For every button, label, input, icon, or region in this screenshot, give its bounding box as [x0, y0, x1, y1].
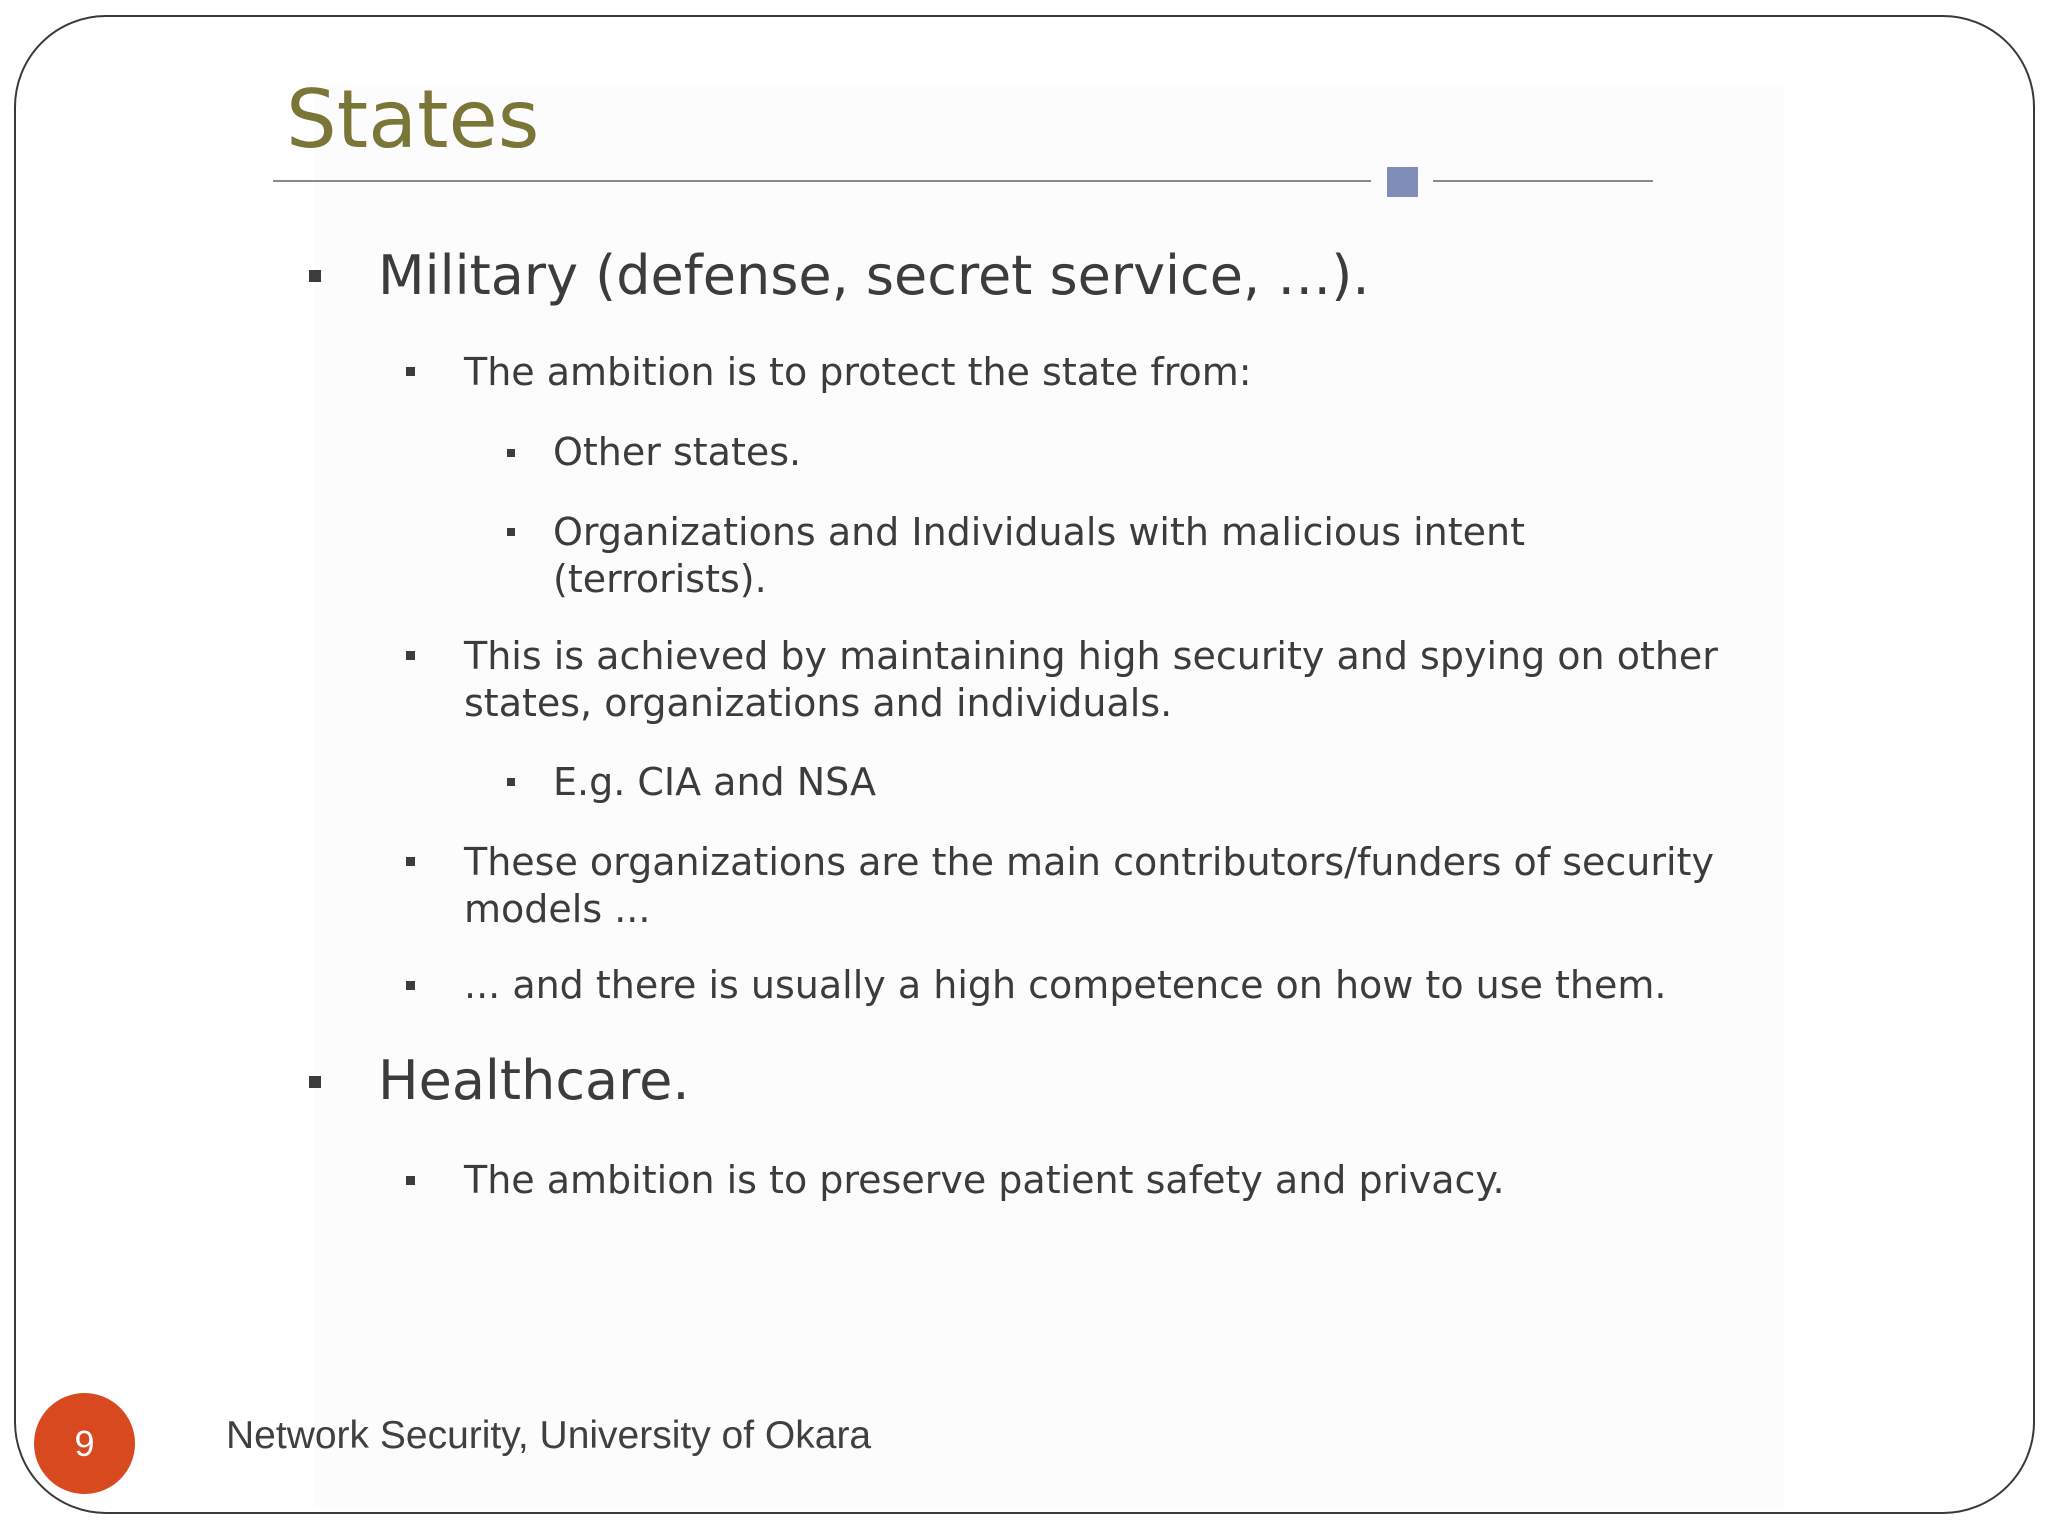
bullet-marker — [309, 270, 321, 282]
bullet-text: Other states. — [553, 430, 802, 474]
bullet-text-line-1: Organizations and Individuals with malicious intent — [553, 510, 1526, 554]
bullet-text: The ambition is to protect the state from: — [464, 350, 1252, 394]
bullet-marker — [507, 528, 515, 536]
bullet-marker — [406, 651, 415, 660]
bullet-text-line-1: These organizations are the main contributors/funders of security — [464, 840, 1714, 884]
bullet-marker — [507, 449, 515, 457]
bullet-text: ... and there is usually a high competence on how to use them. — [464, 963, 1667, 1007]
bullet-text-line-1: This is achieved by maintaining high security and spying on other — [464, 634, 1718, 678]
bullet-marker — [406, 367, 415, 376]
page-number: 9 — [74, 1422, 95, 1464]
bullet-text-line-2: (terrorists). — [553, 557, 767, 601]
bullet-marker — [406, 857, 415, 866]
bullet-marker — [406, 981, 415, 990]
bullet-text-line-2: states, organizations and individuals. — [464, 681, 1173, 725]
bullet-text-line-2: models ... — [464, 887, 651, 931]
page-number-badge — [34, 1393, 135, 1494]
bullet-text: Healthcare. — [378, 1049, 690, 1112]
bullet-text: Military (defense, secret service, …). — [378, 244, 1370, 307]
slide-footer: Network Security, University of Okara — [226, 1414, 872, 1457]
slide-title: States — [286, 73, 540, 166]
bullet-text: E.g. CIA and NSA — [553, 760, 876, 804]
bullet-marker — [309, 1076, 321, 1088]
bullet-text: The ambition is to preserve patient safety and privacy. — [464, 1158, 1505, 1202]
bullet-marker — [406, 1176, 415, 1185]
bullet-marker — [507, 778, 515, 786]
